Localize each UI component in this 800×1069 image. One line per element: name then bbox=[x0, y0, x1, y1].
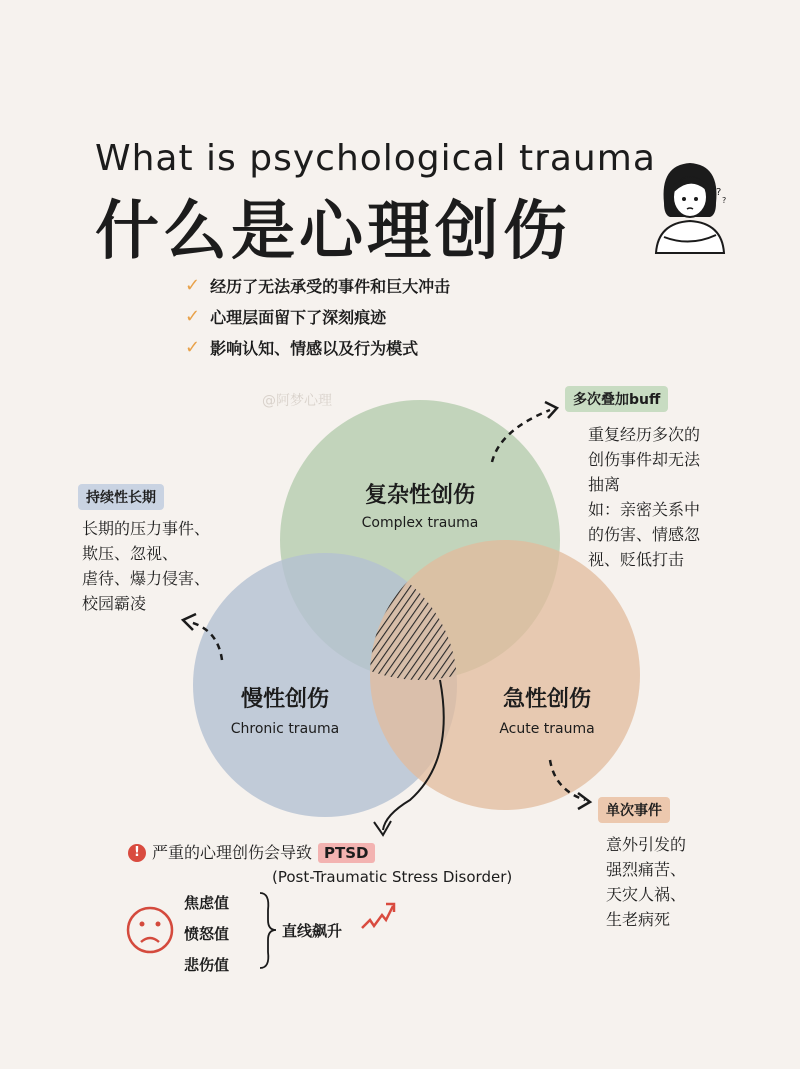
callout-single-text bbox=[606, 832, 686, 932]
rising-arrow-icon bbox=[362, 904, 394, 928]
bullet-text: 经历了无法承受的事件和巨大冲击 bbox=[210, 277, 451, 296]
alert-icon: ! bbox=[128, 844, 146, 862]
callout-line: 视、贬低打击 bbox=[588, 550, 685, 569]
tag-long-term: 持续性长期 bbox=[78, 484, 164, 510]
label-chronic bbox=[225, 682, 345, 737]
label-complex bbox=[350, 478, 490, 531]
svg-text:?: ? bbox=[716, 187, 722, 198]
tag-single: 单次事件 bbox=[598, 797, 670, 823]
brace bbox=[260, 893, 276, 968]
sad-face-icon bbox=[128, 908, 172, 952]
bullet-text: 影响认知、情感以及行为模式 bbox=[210, 339, 419, 358]
ptsd-prefix: 严重的心理创伤会导致 bbox=[152, 843, 313, 862]
callout-line: 强烈痛苦、 bbox=[606, 860, 687, 879]
callout-long-term-text bbox=[82, 516, 210, 616]
callout-line: 欺压、忽视、 bbox=[82, 544, 179, 563]
watermark: @阿梦心理 bbox=[262, 393, 332, 409]
check-icon: ✓ bbox=[185, 306, 201, 327]
callout-line: 天灾人祸、 bbox=[606, 885, 687, 904]
label-acute-en: Acute trauma bbox=[499, 721, 595, 737]
title-english: What is psychological trauma bbox=[95, 138, 656, 179]
callout-line: 虐待、爆力侵害、 bbox=[82, 569, 211, 588]
callout-line: 如：亲密关系中 bbox=[588, 500, 701, 519]
label-complex-zh: 复杂性创伤 bbox=[364, 483, 475, 508]
ptsd-label: PTSD bbox=[318, 843, 374, 863]
label-acute bbox=[482, 682, 612, 737]
bullet-text: 心理层面留下了深刻痕迹 bbox=[210, 308, 387, 327]
callout-line: 创伤事件却无法 bbox=[588, 450, 701, 469]
callout-line: 意外引发的 bbox=[606, 835, 687, 854]
ptsd-line bbox=[128, 840, 375, 865]
emotion-sadness: 悲伤值 bbox=[184, 956, 230, 974]
callout-line: 的伤害、情感忽 bbox=[588, 525, 701, 544]
check-icon: ✓ bbox=[185, 337, 201, 358]
label-acute-zh: 急性创伤 bbox=[502, 687, 591, 712]
rise-label: 直线飙升 bbox=[282, 922, 343, 940]
label-chronic-zh: 慢性创伤 bbox=[240, 687, 329, 712]
svg-text:?: ? bbox=[722, 196, 727, 205]
callout-line: 生老病死 bbox=[606, 910, 671, 929]
check-icon: ✓ bbox=[185, 275, 201, 296]
emotion-list bbox=[184, 888, 229, 981]
emotion-anxiety: 焦虑值 bbox=[184, 894, 230, 912]
callout-line: 校园霸凌 bbox=[82, 594, 147, 613]
tag-multiple: 多次叠加buff bbox=[565, 386, 668, 412]
callout-line: 长期的压力事件、 bbox=[82, 519, 211, 538]
callout-multiple-text bbox=[588, 422, 700, 572]
ptsd-full: (Post-Traumatic Stress Disorder) bbox=[272, 868, 513, 886]
callout-line: 重复经历多次的 bbox=[588, 425, 701, 444]
label-chronic-en: Chronic trauma bbox=[230, 721, 340, 737]
label-complex-en: Complex trauma bbox=[361, 515, 479, 531]
emotion-anger: 愤怒值 bbox=[184, 925, 230, 943]
callout-line: 抽离 bbox=[588, 475, 621, 494]
title-chinese: 什么是心理创伤 bbox=[95, 195, 571, 269]
